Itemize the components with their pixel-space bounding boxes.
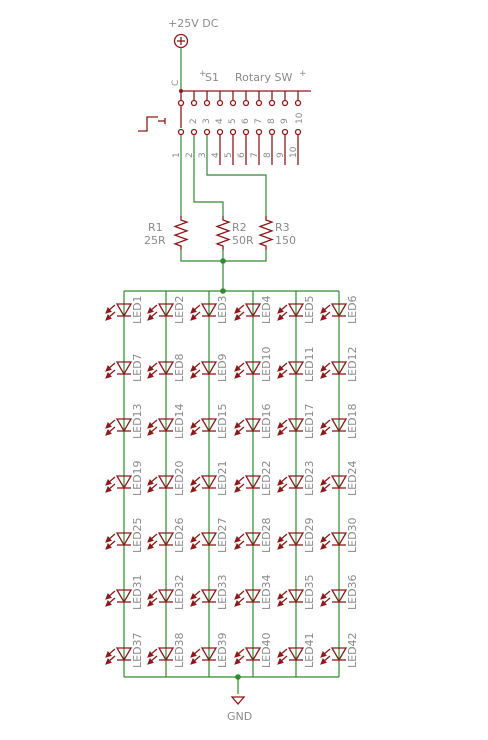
power-symbol	[168, 17, 219, 48]
led	[148, 632, 186, 668]
led-label: LED23	[303, 460, 316, 496]
switch-top-contact	[231, 101, 236, 106]
switch-position-label: 3	[198, 152, 208, 158]
switch-position-label: 8	[263, 152, 273, 158]
led-label: LED34	[260, 574, 273, 610]
led	[106, 403, 144, 439]
led	[278, 632, 316, 668]
resistor-r1	[175, 216, 187, 250]
led	[106, 632, 144, 668]
led-label: LED5	[303, 295, 316, 324]
led	[278, 460, 316, 496]
led-label: LED18	[346, 403, 359, 439]
led	[235, 460, 273, 496]
led-label: LED11	[303, 346, 316, 382]
led-label: LED35	[303, 574, 316, 610]
switch-position-label-upper: 5	[228, 118, 238, 124]
switch-position-label: 1	[172, 152, 182, 158]
switch-position-contact	[296, 130, 301, 135]
led-label: LED26	[173, 517, 186, 553]
led	[321, 403, 359, 439]
switch-top-contact	[218, 101, 223, 106]
led-array	[106, 288, 359, 677]
switch-position-label: 2	[185, 152, 195, 158]
led-label: LED8	[173, 353, 186, 382]
led-label: LED39	[216, 632, 229, 668]
switch-top-contact	[296, 101, 301, 106]
switch-positions	[172, 91, 305, 165]
resistor-r2	[217, 216, 229, 250]
led	[278, 295, 316, 324]
led-label: LED25	[131, 517, 144, 553]
switch-position-label-upper: 10	[295, 112, 305, 124]
led-top-junction	[220, 288, 226, 294]
switch-position-label-upper: 6	[241, 118, 251, 124]
led	[148, 353, 186, 382]
rotary-switch	[138, 69, 311, 165]
switch-position-contact	[283, 130, 288, 135]
led	[191, 353, 229, 382]
resistor-name: R2	[232, 221, 247, 234]
switch-top-contact	[205, 101, 210, 106]
resistor-r3	[260, 216, 272, 250]
switch-to-resistor-wires	[181, 135, 266, 216]
resistor-name: R3	[275, 221, 290, 234]
ground-label: GND	[227, 710, 253, 723]
led	[278, 517, 316, 553]
led	[148, 403, 186, 439]
led	[321, 517, 359, 553]
led-label: LED31	[131, 574, 144, 610]
led	[106, 574, 144, 610]
switch-actuator	[138, 117, 158, 131]
led-label: LED30	[346, 517, 359, 553]
led-label: LED42	[346, 632, 359, 668]
led	[278, 574, 316, 610]
led-label: LED36	[346, 574, 359, 610]
led	[321, 346, 359, 382]
led	[191, 403, 229, 439]
led	[106, 460, 144, 496]
led	[278, 346, 316, 382]
ground-flag	[232, 697, 244, 704]
led	[321, 295, 359, 324]
switch-position-contact	[218, 130, 223, 135]
switch-position-contact	[270, 130, 275, 135]
led-label: LED40	[260, 632, 273, 668]
led-label: LED13	[131, 403, 144, 439]
led-label: LED3	[216, 295, 229, 324]
led	[191, 517, 229, 553]
switch-common-label: C	[171, 79, 181, 86]
led	[148, 295, 186, 324]
switch-position-label: 4	[211, 152, 221, 158]
led-label: LED41	[303, 632, 316, 668]
led	[321, 460, 359, 496]
led-label: LED10	[260, 346, 273, 382]
switch-value-plus-mark: +	[299, 69, 307, 79]
led-label: LED2	[173, 295, 186, 324]
led-label: LED12	[346, 346, 359, 382]
switch-top-contact	[257, 101, 262, 106]
resistor-value: 50R	[232, 234, 254, 247]
led-label: LED37	[131, 632, 144, 668]
switch-position-label-upper: 4	[215, 118, 225, 124]
switch-position-contact	[244, 130, 249, 135]
led	[278, 403, 316, 439]
led-label: LED27	[216, 517, 229, 553]
led	[148, 517, 186, 553]
led	[191, 460, 229, 496]
led	[106, 353, 144, 382]
led-label: LED20	[173, 460, 186, 496]
led-label: LED24	[346, 460, 359, 496]
resistor-value: 150	[275, 234, 296, 247]
led-label: LED19	[131, 460, 144, 496]
led-label: LED1	[131, 295, 144, 324]
led	[191, 295, 229, 324]
led-label: LED9	[216, 353, 229, 382]
led	[106, 295, 144, 324]
led	[321, 632, 359, 668]
resistor-value: 25R	[144, 234, 166, 247]
led-label: LED28	[260, 517, 273, 553]
switch-common-contact	[179, 101, 184, 106]
led-label: LED16	[260, 403, 273, 439]
led-label: LED32	[173, 574, 186, 610]
led-label: LED7	[131, 353, 144, 382]
switch-position-contact	[192, 130, 197, 135]
switch-position-label-upper: 8	[267, 118, 277, 124]
led	[191, 574, 229, 610]
switch-top-contact	[192, 101, 197, 106]
switch-position-label: 6	[237, 152, 247, 158]
led-label: LED17	[303, 403, 316, 439]
led	[235, 346, 273, 382]
switch-top-contact	[283, 101, 288, 106]
switch-position-label-upper: 7	[254, 118, 264, 124]
switch-position-contact	[179, 130, 184, 135]
switch-position-label: 10	[289, 146, 299, 158]
switch-position-contact	[231, 130, 236, 135]
led-label: LED38	[173, 632, 186, 668]
ground-symbol	[227, 697, 252, 723]
led	[235, 574, 273, 610]
led	[191, 632, 229, 668]
led-label: LED33	[216, 574, 229, 610]
led-label: LED4	[260, 295, 273, 324]
switch-plus-mark: +	[199, 69, 207, 79]
switch-position-label: 5	[224, 152, 234, 158]
led	[235, 295, 273, 324]
switch-position-label-upper: 3	[202, 118, 212, 124]
switch-actuator-mark: ·	[164, 121, 167, 130]
led-label: LED21	[216, 460, 229, 496]
switch-position-label-upper: 9	[280, 118, 290, 124]
led	[148, 574, 186, 610]
led	[321, 574, 359, 610]
led-label: LED15	[216, 403, 229, 439]
resistor-group	[144, 216, 296, 250]
led	[235, 403, 273, 439]
switch-position-contact	[257, 130, 262, 135]
switch-value: Rotary SW	[235, 71, 293, 84]
power-label: +25V DC	[168, 17, 219, 30]
switch-position-contact	[205, 130, 210, 135]
led	[148, 460, 186, 496]
led-label: LED29	[303, 517, 316, 553]
ground-junction	[235, 674, 241, 680]
switch-top-contact	[244, 101, 249, 106]
led	[235, 517, 273, 553]
switch-top-contact	[270, 101, 275, 106]
switch-name: S1	[205, 71, 219, 84]
led	[235, 632, 273, 668]
led-label: LED6	[346, 295, 359, 324]
switch-position-label-upper: 2	[189, 118, 199, 124]
wire-pos3-r3	[207, 135, 266, 216]
resistor-name: R1	[148, 221, 163, 234]
switch-position-label: 7	[250, 152, 260, 158]
led-label: LED14	[173, 403, 186, 439]
switch-position-label: 9	[276, 152, 286, 158]
led-label: LED22	[260, 460, 273, 496]
led	[106, 517, 144, 553]
